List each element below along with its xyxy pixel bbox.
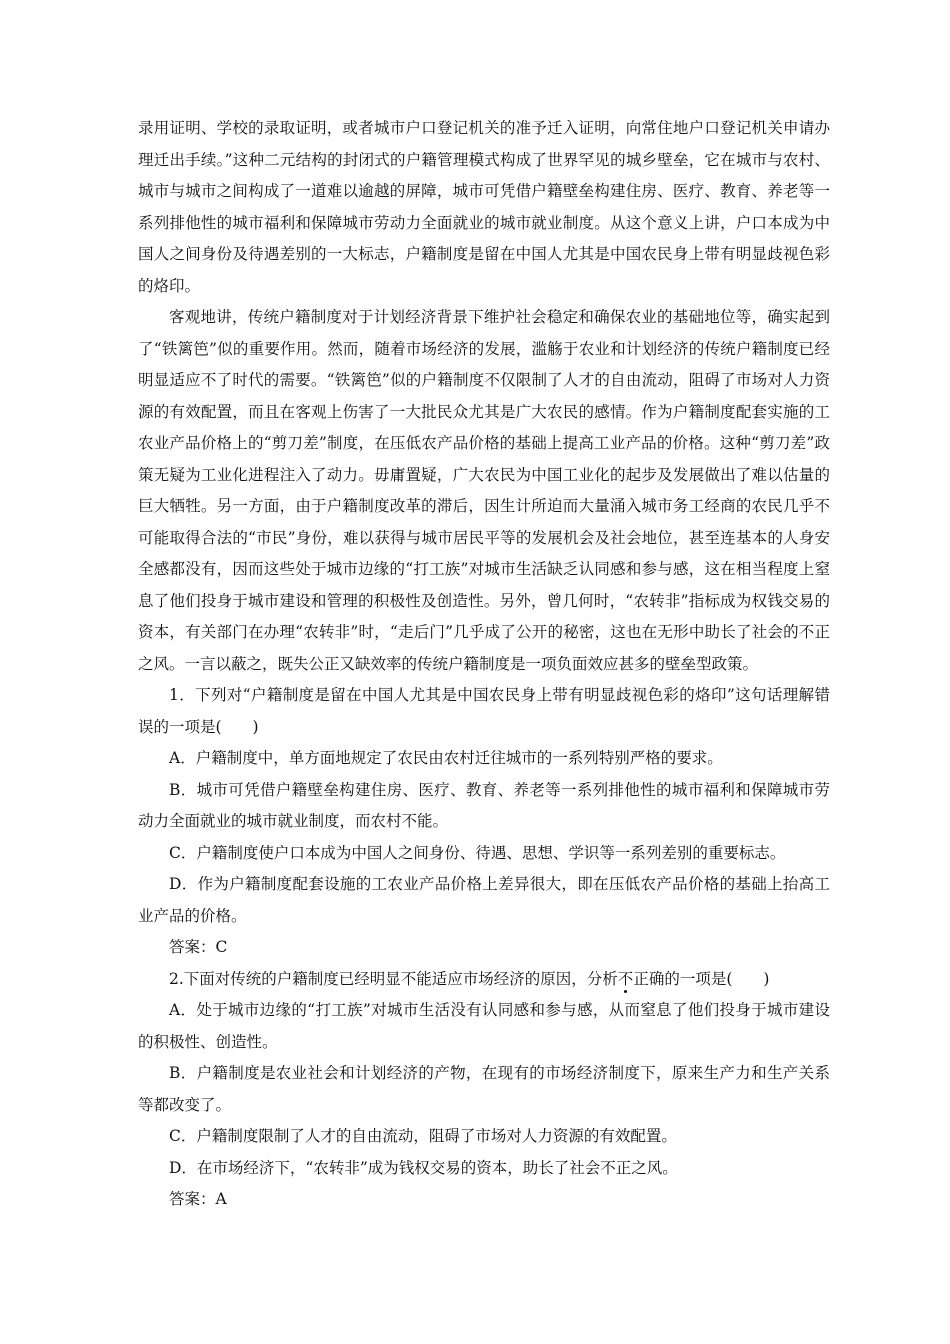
emphasis-dot-word: 不 — [617, 969, 634, 988]
question-2-stem — [138, 964, 830, 996]
question-1-answer: 答案：C — [169, 938, 228, 956]
question-1-stem: 1．下列对“户籍制度是留在中国人尤其是中国农民身上带有明显歧视色彩的烙印”这句话理解错误的一项是( ) — [138, 686, 830, 736]
question-2-stem-end: 正确的一项是( ) — [633, 969, 770, 988]
question-1-option-b: B．城市可凭借户籍壁垒构建住房、医疗、教育、养老等一系列排他性的城市福利和保障城市劳动力全面就业的城市就业制度，而农村不能。 — [138, 780, 830, 830]
passage-paragraph-1: 录用证明、学校的录取证明，或者城市户口登记机关的准予迁入证明，向常住地户口登记机关申请办理迁出手续。”这种二元结构的封闭式的户籍管理模式构成了世界罕见的城乡壁垒，它在城市与农村、城市与城市之间构成了一道难以逾越的屏障，城市可凭借户籍壁垒构建住房、医疗、教育、养老等一系列排他性的城市福利和保障城市劳动力全面就业的城市就业制度。从这个意义上讲，户口本成为中国人之间身份及待遇差别的一大标志，户籍制度是留在中国人尤其是中国农民身上带有明显歧视色彩的烙印。 — [138, 119, 830, 295]
question-1-option-c: C．户籍制度使户口本成为中国人之间身份、待遇、思想、学识等一系列差别的重要标志。 — [169, 843, 786, 862]
question-2-option-c: C．户籍制度限制了人才的自由流动，阻碍了市场对人力资源的有效配置。 — [169, 1127, 677, 1145]
question-2-option-a: A．处于城市边缘的“打工族”对城市生活没有认同感和参与感，从而窒息了他们投身于城市建设的积极性、创造性。 — [138, 1001, 830, 1051]
question-2-stem-start: 2.下面对传统的户籍制度已经明显不能适应市场经济的原因，分析 — [169, 969, 618, 988]
passage-paragraph-2: 客观地讲，传统户籍制度对于计划经济背景下维护社会稳定和确保农业的基础地位等，确实起到了“铁篱笆”似的重要作用。然而，随着市场经济的发展，滥觞于农业和计划经济的传统户籍制度已经明显适应不了时代的需要。“铁篱笆”似的户籍制度不仅限制了人才的自由流动，阻碍了市场对人力资源的有效配置，而且在客观上伤害了一大批民众尤其是广大农民的感情。作为户籍制度配套实施的工农业产品价格上的“剪刀差”制度，在压低农产品价格的基础上提高工业产品的价格。这种“剪刀差”政策无疑为工业化进程注入了动力。毋庸置疑，广大农民为中国工业化的起步及发展做出了难以估量的巨大牺牲。另一方面，由于户籍制度改革的滞后，因生计所迫而大量涌入城市务工经商的农民几乎不可能取得合法的“市民”身份，难以获得与城市居民平等的发展机会及社会地位，甚至连基本的人身安全感都没有，因而这些处于城市边缘的“打工族”对城市生活缺乏认同感和参与感，这在相当程度上窒息了他们投身于城市建设和管理的积极性及创造性。另外，曾几何时，“农转非”指标成为权钱交易的资本，有关部门在办理“农转非”时，“走后门”几乎成了公开的秘密，这也在无形中助长了社会的不正之风。一言以蔽之，既失公正又缺效率的传统户籍制度是一项负面效应甚多的壁垒型政策。 — [138, 308, 830, 673]
question-1-option-d: D．作为户籍制度配套设施的工农业产品价格上差异很大，即在压低农产品价格的基础上抬高工业产品的价格。 — [138, 875, 830, 925]
question-2 — [138, 964, 830, 1216]
question-2-answer: 答案：A — [169, 1190, 227, 1208]
question-1-option-a: A．户籍制度中，单方面地规定了农民由农村迁往城市的一系列特别严格的要求。 — [169, 749, 723, 767]
document-page — [138, 113, 830, 1216]
question-2-option-d: D．在市场经济下，“农转非”成为钱权交易的资本，助长了社会不正之风。 — [169, 1158, 678, 1177]
question-1 — [138, 680, 830, 964]
question-2-option-b: B．户籍制度是农业社会和计划经济的产物，在现有的市场经济制度下，原来生产力和生产关系等都改变了。 — [138, 1064, 830, 1114]
